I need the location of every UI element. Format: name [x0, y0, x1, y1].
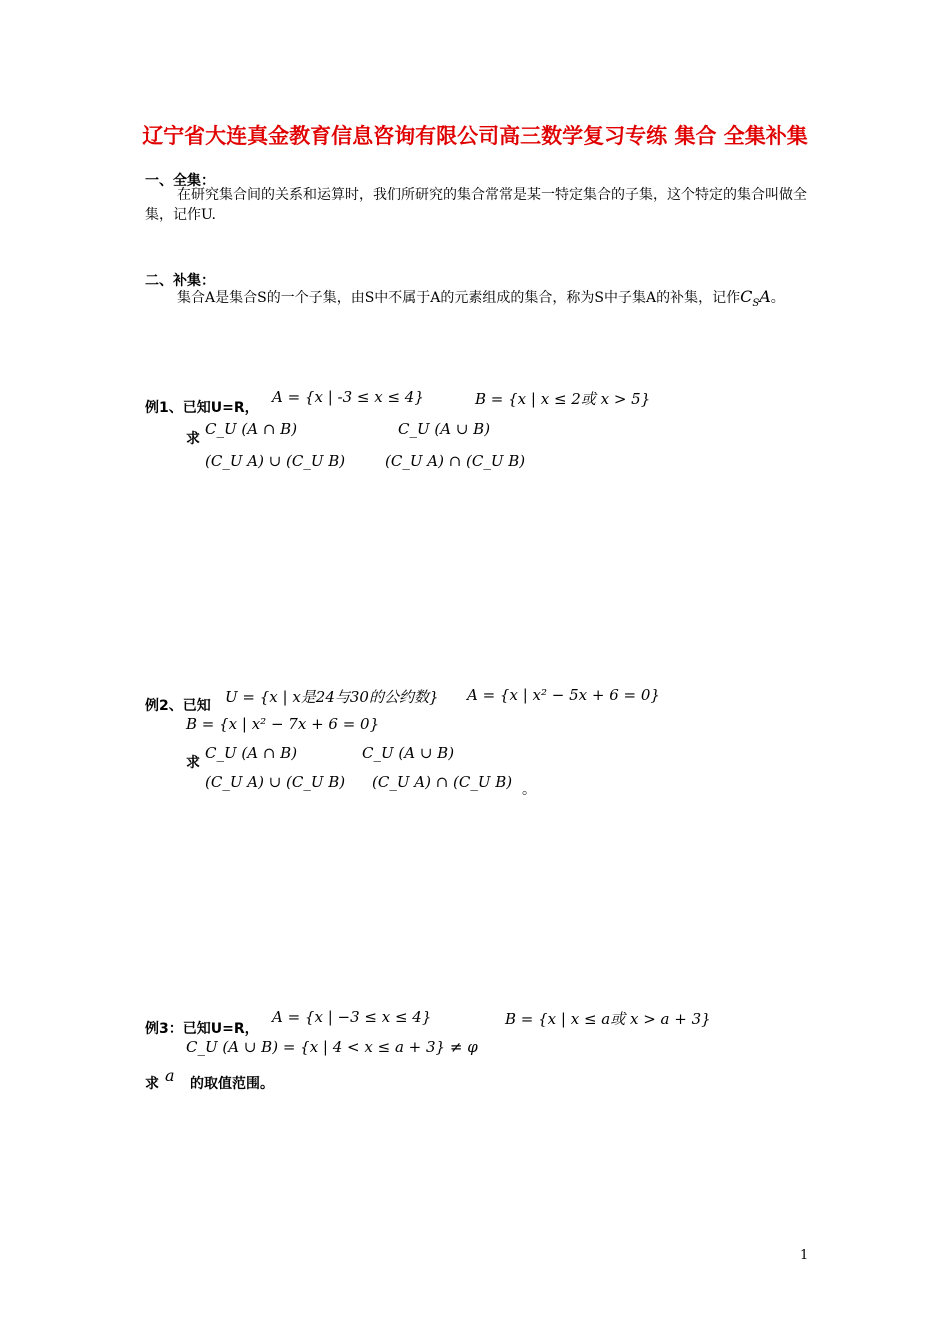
section-body-universal-set: 在研究集合间的关系和运算时，我们所研究的集合常常是某一特定集合的子集，这个特定的集合叫做全集，记作U.	[145, 187, 807, 223]
example-2-q1: C_U (A ∩ B)	[205, 744, 298, 762]
example-2-end: 。	[522, 782, 536, 798]
example-2-q4: (C_U A) ∩ (C_U B)	[372, 773, 513, 791]
example-1-set-a: A = {x | -3 ≤ x ≤ 4}	[272, 388, 424, 406]
example-1-ask: 求	[186, 431, 200, 447]
complement-end: 。	[770, 290, 785, 306]
example-1-label: 例1、已知U=R，	[145, 400, 259, 416]
example-3-label: 例3：已知U=R，	[145, 1021, 259, 1037]
example-3-set-b: B = {x | x ≤ a或 x > a + 3}	[505, 1010, 711, 1028]
example-3-ask: 求	[145, 1076, 159, 1092]
section-heading-complement: 二、补集：	[145, 273, 215, 289]
example-2-q3: (C_U A) ∪ (C_U B)	[205, 773, 346, 791]
section-body-complement	[145, 287, 810, 314]
complement-notation: $C_SA$	[740, 287, 771, 310]
page-number: 1	[800, 1248, 809, 1263]
example-3-condition: C_U (A ∪ B) = {x | 4 < x ≤ a + 3} ≠ φ	[186, 1038, 478, 1056]
example-2-set-b: B = {x | x² − 7x + 6 = 0}	[186, 715, 380, 733]
example-1-q3: (C_U A) ∪ (C_U B)	[205, 452, 346, 470]
example-3-set-a: A = {x | −3 ≤ x ≤ 4}	[272, 1008, 432, 1026]
section-heading-universal-set: 一、全集：	[145, 173, 215, 189]
example-2-set-a: A = {x | x² − 5x + 6 = 0}	[467, 686, 660, 704]
example-2-set-u: U = {x | x是24与30的公约数}	[225, 688, 439, 706]
example-3-variable: a	[165, 1066, 175, 1085]
example-2-label: 例2、已知	[145, 698, 211, 714]
example-1-q4: (C_U A) ∩ (C_U B)	[385, 452, 526, 470]
example-2-ask: 求	[186, 755, 200, 771]
example-1-q1: C_U (A ∩ B)	[205, 420, 298, 438]
example-1-set-b: B = {x | x ≤ 2或 x > 5}	[475, 390, 651, 408]
example-2-q2: C_U (A ∪ B)	[362, 744, 455, 762]
document-title: 辽宁省大连真金教育信息咨询有限公司高三数学复习专练 集合 全集补集	[142, 124, 808, 148]
example-3-tail: 的取值范围。	[190, 1076, 274, 1092]
complement-definition-text: 集合A是集合S的一个子集，由S中不属于A的元素组成的集合，称为S中子集A的补集，记作	[177, 290, 741, 306]
example-1-q2: C_U (A ∪ B)	[398, 420, 491, 438]
